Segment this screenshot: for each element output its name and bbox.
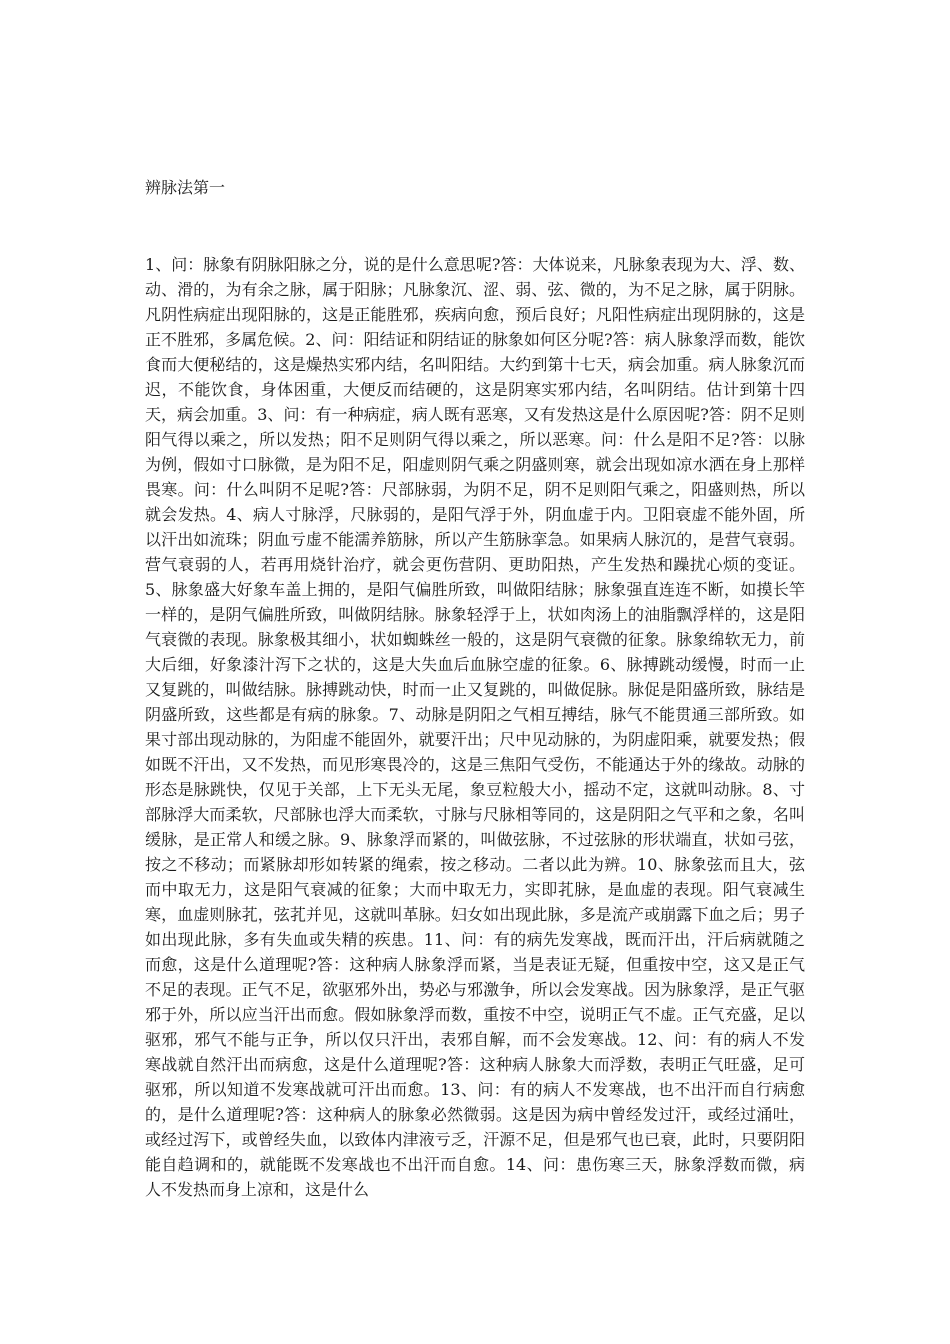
document-body: 1、问：脉象有阴脉阳脉之分，说的是什么意思呢?答：大体说来，凡脉象表现为大、浮、数、动、滑的，为有余之脉，属于阳脉；凡脉象沉、涩、弱、弦、微的，为不足之脉，属于阴脉。凡阴性病症出现阳脉的，这是正能胜邪，疾病向愈，预后良好；凡阳性病症出现阴脉的，这是正不胜邪，多属危候。2、问：阳结证和阴结证的脉象如何区分呢?答：病人脉象浮而数，能饮食而大便秘结的，这是燥热实邪内结，名叫阳结。大约到第十七天，病会加重。病人脉象沉而迟，不能饮食，身体困重，大便反而结硬的，这是阴寒实邪内结，名叫阴结。估计到第十四天，病会加重。3、问：有一种病症，病人既有恶寒，又有发热这是什么原因呢?答：阴不足则阳气得以乘之，所以发热；阳不足则阴气得以乘之，所以恶寒。问：什么是阳不足?答：以脉为例，假如寸口脉微，是为阳不足，阳虚则阴气乘之阴盛则寒，就会出现如凉水洒在身上那样畏寒。问：什么叫阴不足呢?答：尺部脉弱，为阴不足，阴不足则阳气乘之，阳盛则热，所以就会发热。4、病人寸脉浮，尺脉弱的，是阳气浮于外，阴血虚于内。卫阳衰虚不能外固，所以汗出如流珠；阴血亏虚不能濡养筋脉，所以产生筋脉挛急。如果病人脉沉的，是营气衰弱。营气衰弱的人，若再用烧针治疗，就会更伤营阴、更助阳热，产生发热和躁扰心烦的变证。5、脉象盛大好象车盖上拥的，是阳气偏胜所致，叫做阳结脉；脉象强直连连不断，如摸长竿一样的，是阴气偏胜所致，叫做阴结脉。脉象轻浮于上，状如肉汤上的油脂飘浮样的，这是阳气衰微的表现。脉象极其细小，状如蜘蛛丝一般的，这是阴气衰微的征象。脉象绵软无力，前大后细，好象漆汁泻下之状的，这是大失血后血脉空虚的征象。6、脉搏跳动缓慢，时而一止又复跳的，叫做结脉。脉搏跳动快，时而一止又复跳的，叫做促脉。脉促是阳盛所致，脉结是阴盛所致，这些都是有病的脉象。7、动脉是阴阳之气相互搏结，脉气不能贯通三部所致。如果寸部出现动脉的，为阳虚不能固外，就要汗出；尺中见动脉的，为阴虚阳乘，就要发热；假如既不汗出，又不发热，而见形寒畏冷的，这是三焦阳气受伤，不能通达于外的缘故。动脉的形态是脉跳快，仅见于关部，上下无头无尾，象豆粒般大小，摇动不定，这就叫动脉。8、寸部脉浮大而柔软，尺部脉也浮大而柔软，寸脉与尺脉相等同的，这是阴阳之气平和之象，名叫缓脉，是正常人和缓之脉。9、脉象浮而紧的，叫做弦脉，不过弦脉的形状端直，状如弓弦，按之不移动；而紧脉却形如转紧的绳索，按之移动。二者以此为辨。10、脉象弦而且大，弦而中取无力，这是阳气衰减的征象；大而中取无力，实即芤脉，是血虚的表现。阳气衰减生寒，血虚则脉芤，弦芤并见，这就叫革脉。妇女如出现此脉，多是流产或崩露下血之后；男子如出现此脉，多有失血或失精的疾患。11、问：有的病先发寒战，既而汗出，汗后病就随之而愈，这是什么道理呢?答：这种病人脉象浮而紧，当是表证无疑，但重按中空，这又是正气不足的表现。正气不足，欲驱邪外出，势必与邪激争，所以会发寒战。因为脉象浮，是正气驱邪于外，所以应当汗出而愈。假如脉象浮而数，重按不中空，说明正气不虚。正气充盛，足以驱邪，邪气不能与正争，所以仅只汗出，表邪自解，而不会发寒战。12、问：有的病人不发寒战就自然汗出而病愈，这是什么道理呢?答：这种病人脉象大而浮数，表明正气旺盛，足可驱邪，所以知道不发寒战就可汗出而愈。13、问：有的病人不发寒战，也不出汗而自行病愈的，是什么道理呢?答：这种病人的脉象必然微弱。这是因为病中曾经发过汗，或经过涌吐，或经过泻下，或曾经失血，以致体内津液亏乏，汗源不足，但是邪气也已衰，此时，只要阴阳能自趋调和的，就能既不发寒战也不出汗而自愈。14、问：患伤寒三天，脉象浮数而微，病人不发热而身上凉和，这是什么 — [145, 255, 805, 1199]
document-title: 辨脉法第一 — [145, 178, 226, 197]
